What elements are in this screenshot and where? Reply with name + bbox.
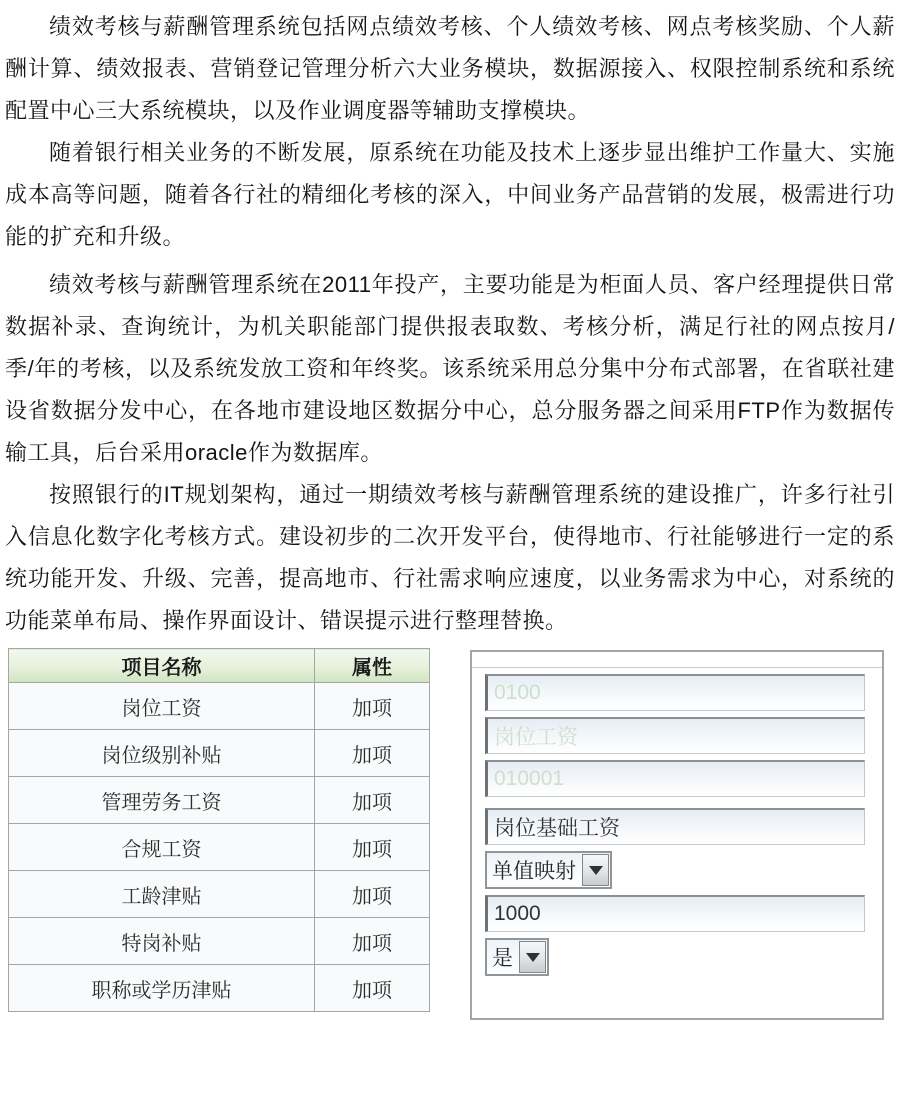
table-row <box>9 871 430 918</box>
mapping-type-dropdown[interactable] <box>485 851 612 889</box>
table-header-row <box>9 649 430 683</box>
column-header-project-name: 项目名称 <box>9 649 315 683</box>
chevron-down-icon <box>589 866 603 875</box>
enabled-dropdown-button[interactable] <box>519 941 546 973</box>
amount-field[interactable] <box>485 895 865 932</box>
salary-item-form-panel <box>470 650 884 1020</box>
chevron-down-icon <box>526 953 540 962</box>
mapping-dropdown-button[interactable] <box>582 854 609 886</box>
attribute-cell: 加项 <box>315 918 430 965</box>
item-name-field[interactable] <box>485 717 865 754</box>
attribute-cell: 加项 <box>315 683 430 730</box>
project-name-cell: 合规工资 <box>9 824 315 871</box>
project-name-cell: 职称或学历津贴 <box>9 965 315 1012</box>
attribute-cell: 加项 <box>315 871 430 918</box>
enabled-flag-value: 是 <box>492 947 513 970</box>
paragraph-upgrade-need: 随着银行相关业务的不断发展，原系统在功能及技术上逐步显出维护工作量大、实施成本高等问题，随着各行社的精细化考核的深入，中间业务产品营销的发展，极需进行功能的扩充和升级。 <box>5 140 895 249</box>
table-row <box>9 965 430 1012</box>
project-name-cell: 管理劳务工资 <box>9 777 315 824</box>
item-subcode-field[interactable] <box>485 760 865 797</box>
project-name-cell: 岗位级别补贴 <box>9 730 315 777</box>
project-name-cell: 特岗补贴 <box>9 918 315 965</box>
table-row <box>9 777 430 824</box>
item-code-field[interactable] <box>485 674 865 711</box>
mapping-type-value: 单值映射 <box>492 860 576 883</box>
paragraph-system-history: 绩效考核与薪酬管理系统在2011年投产，主要功能是为柜面人员、客户经理提供日常数据补录、查询统计，为机关职能部门提供报表取数、考核分析，满足行社的网点按月/季/年的考核，以及系统发放工资和年终奖。该系统采用总分集中分布式部署，在省联社建设省数据分发中心，在各地市建设地区数据分中心，总分服务器之间采用FTP作为数据传输工具，后台采用oracle作为数据库。 <box>5 272 895 465</box>
base-salary-name-field[interactable] <box>485 808 865 845</box>
attribute-cell: 加项 <box>315 730 430 777</box>
text-block <box>5 6 895 642</box>
project-name-cell: 工龄津贴 <box>9 871 315 918</box>
table-row <box>9 824 430 871</box>
attribute-cell: 加项 <box>315 965 430 1012</box>
attribute-cell: 加项 <box>315 777 430 824</box>
paragraph-it-plan: 按照银行的IT规划架构，通过一期绩效考核与薪酬管理系统的建设推广，许多行社引入信息化数字化考核方式。建设初步的二次开发平台，使得地市、行社能够进行一定的系统功能开发、升级、完善，提高地市、行社需求响应速度，以业务需求为中心，对系统的功能菜单布局、操作界面设计、错误提示进行整理替换。 <box>5 482 895 633</box>
table-row <box>9 683 430 730</box>
project-attribute-table <box>8 648 430 1012</box>
column-header-attribute: 属性 <box>315 649 430 683</box>
enabled-flag-dropdown[interactable] <box>485 938 549 976</box>
table-row <box>9 730 430 777</box>
panel-top-divider <box>472 652 882 668</box>
paragraph-modules: 绩效考核与薪酬管理系统包括网点绩效考核、个人绩效考核、网点考核奖励、个人薪酬计算、绩效报表、营销登记管理分析六大业务模块，数据源接入、权限控制系统和系统配置中心三大系统模块，以及作业调度器等辅助支撑模块。 <box>5 14 895 123</box>
table-row <box>9 918 430 965</box>
project-name-cell: 岗位工资 <box>9 683 315 730</box>
attribute-cell: 加项 <box>315 824 430 871</box>
